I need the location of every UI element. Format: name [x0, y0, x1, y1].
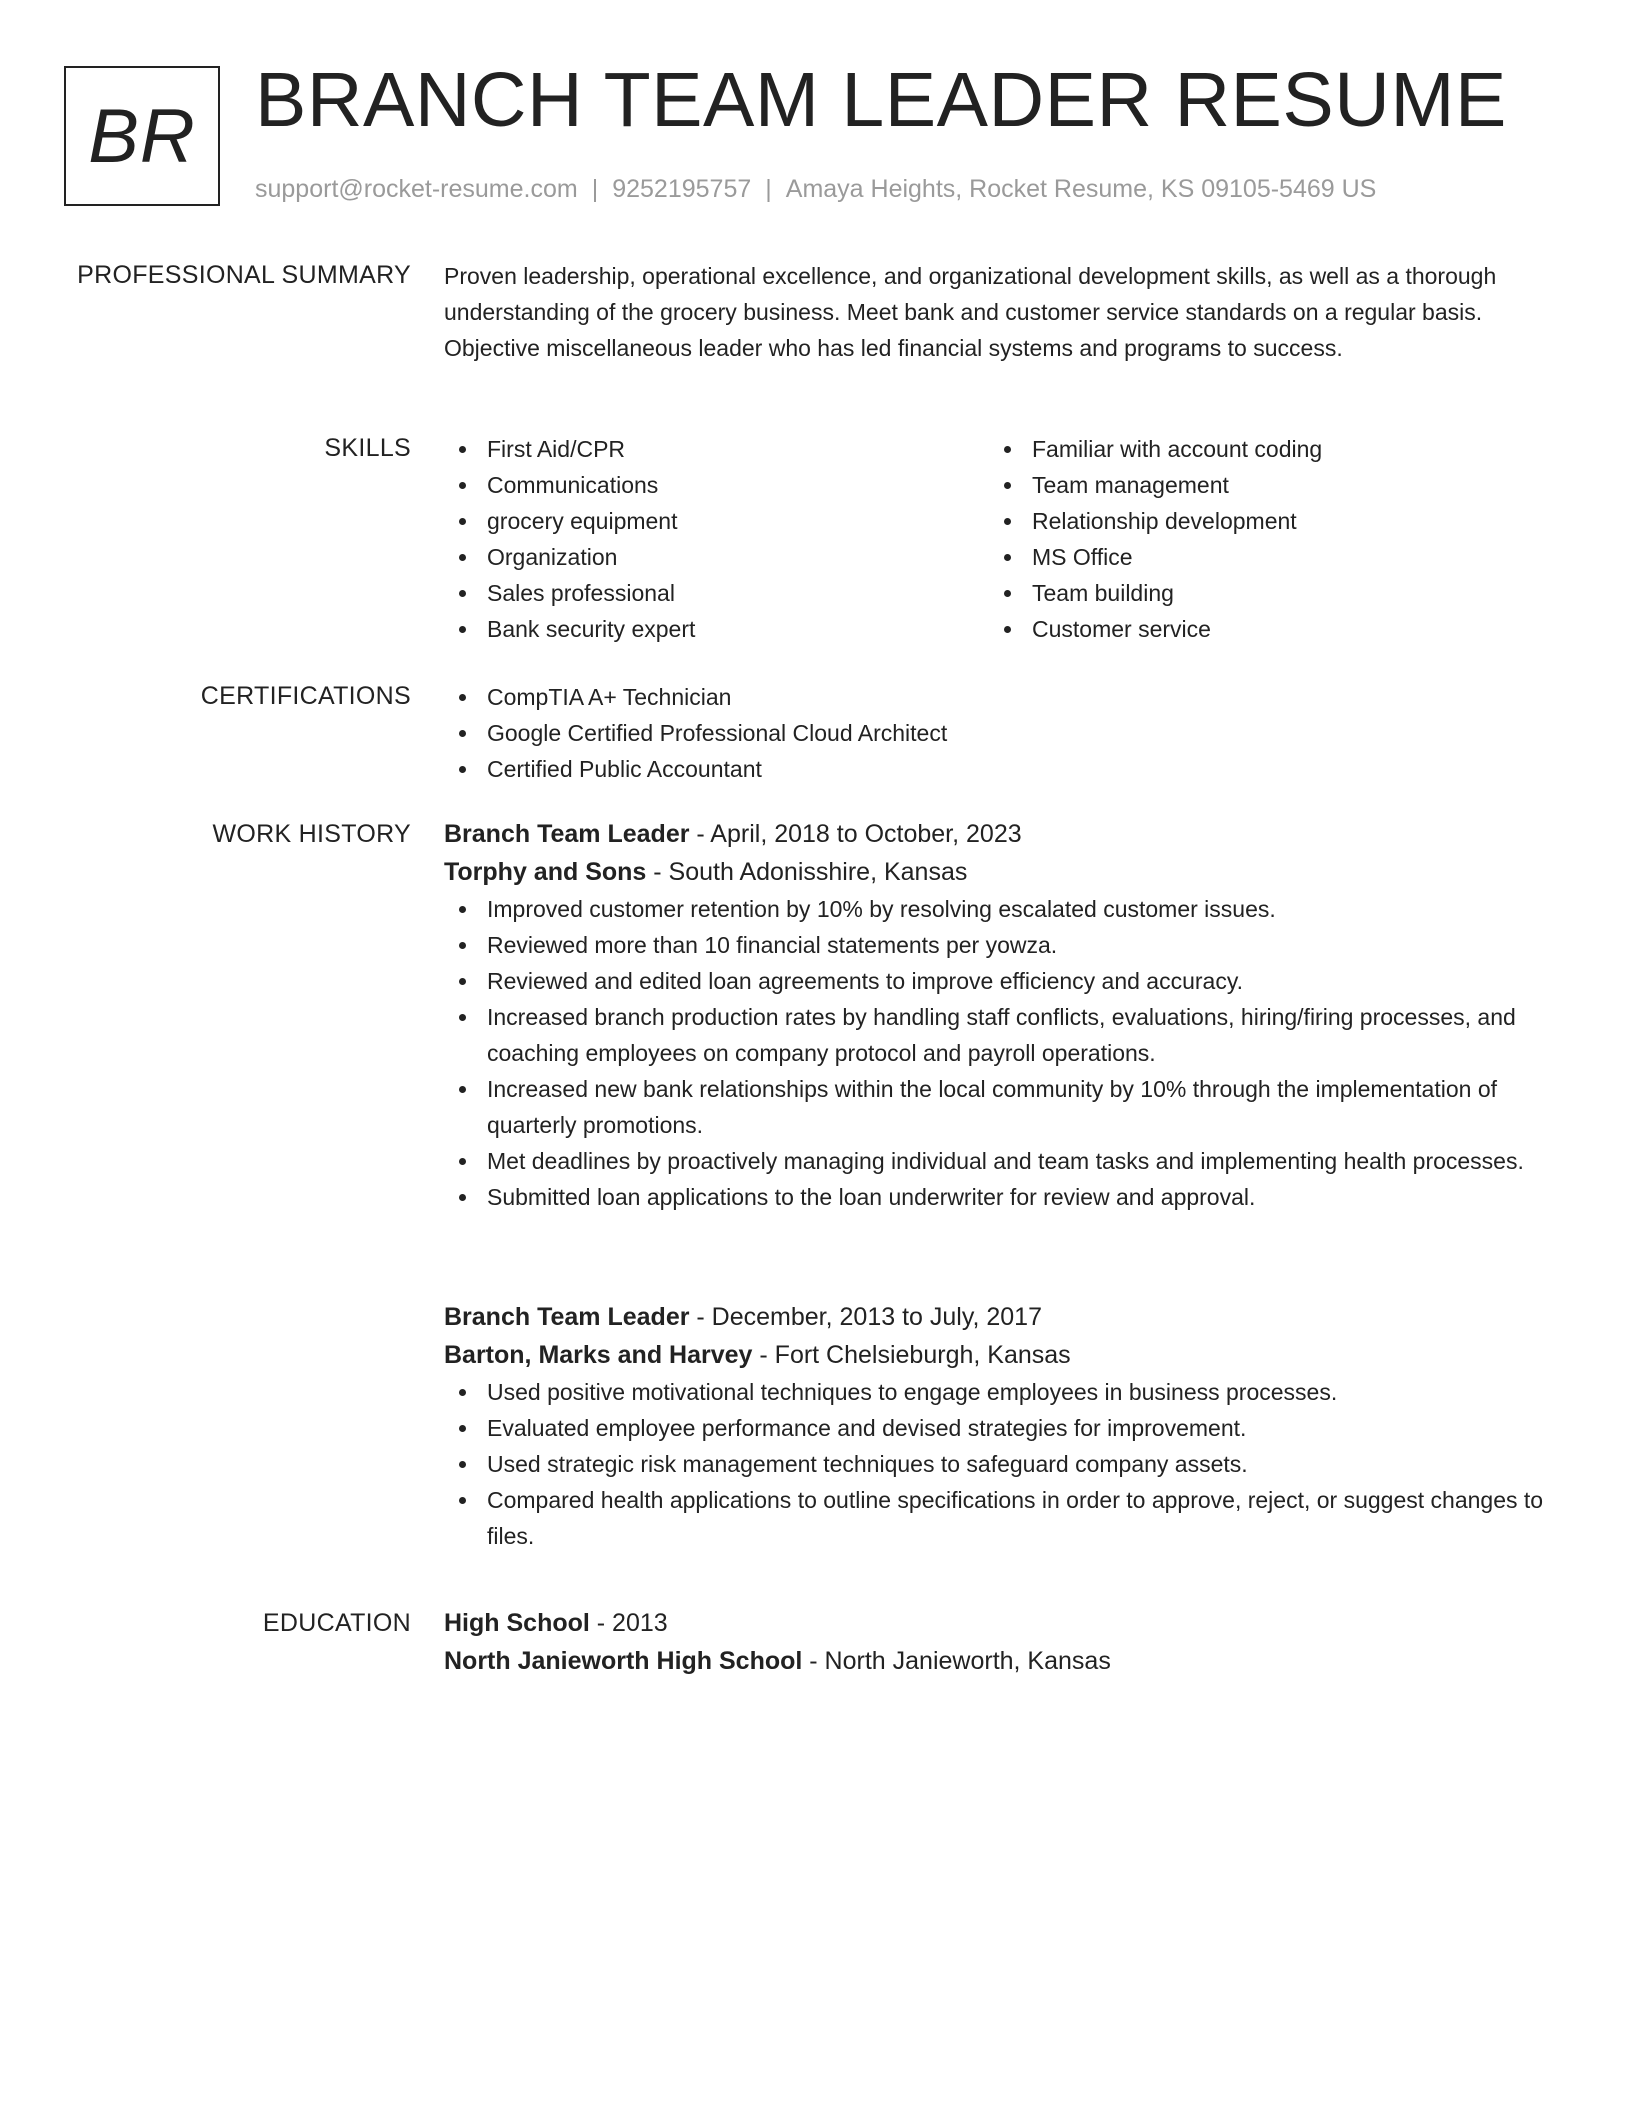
list-item: CompTIA A+ Technician [444, 679, 1554, 715]
list-item: Google Certified Professional Cloud Architect [444, 715, 1554, 751]
job-company-line [444, 1336, 1554, 1374]
education-degree: High School [444, 1609, 590, 1637]
work-history-body [444, 815, 1554, 1215]
summary-text: Proven leadership, operational excellence, and organizational development skills, as well as a thorough understanding of the grocery business. Meet bank and customer service standards on a regular basis. Objective miscellaneous leader who has led financial systems and programs to success. [444, 263, 1497, 361]
list-item: Organization [444, 539, 989, 575]
list-item: Reviewed and edited loan agreements to improve efficiency and accuracy. [444, 963, 1554, 999]
certifications-body [444, 679, 1554, 787]
list-item: Team building [989, 575, 1534, 611]
job-dates: - December, 2013 to July, 2017 [689, 1303, 1042, 1331]
job-location: - Fort Chelsieburgh, Kansas [752, 1341, 1071, 1369]
summary-heading: PROFESSIONAL SUMMARY [77, 261, 411, 289]
list-item: Evaluated employee performance and devised strategies for improvement. [444, 1410, 1554, 1446]
list-item: Compared health applications to outline specifications in order to approve, reject, or suggest changes to files. [444, 1482, 1554, 1554]
contact-separator: | [591, 175, 599, 203]
contact-separator: | [765, 175, 772, 203]
job-company: Torphy and Sons [444, 858, 647, 886]
job-location: - South Adonisshire, Kansas [646, 858, 968, 886]
education-degree-line [444, 1604, 1554, 1642]
list-item: Met deadlines by proactively managing individual and team tasks and implementing health processes. [444, 1143, 1554, 1179]
job-company: Barton, Marks and Harvey [444, 1341, 753, 1369]
education-school-line [444, 1642, 1554, 1680]
education-school: North Janieworth High School [444, 1647, 803, 1675]
job-entry [444, 1298, 1554, 1554]
certifications-list [444, 679, 1554, 787]
job-bullet-list [444, 1374, 1554, 1554]
job-bullet-list [444, 891, 1554, 1215]
list-item: First Aid/CPR [444, 431, 989, 467]
job-title-line [444, 815, 1554, 853]
list-item: Increased new bank relationships within the local community by 10% through the implementation of quarterly promotions. [444, 1071, 1554, 1143]
skills-body [444, 431, 1554, 647]
list-item: MS Office [989, 539, 1534, 575]
list-item: Used strategic risk management techniques to safeguard company assets. [444, 1446, 1554, 1482]
list-item: Improved customer retention by 10% by resolving escalated customer issues. [444, 891, 1554, 927]
list-item: Reviewed more than 10 financial statements per yowza. [444, 927, 1554, 963]
job-dates: - April, 2018 to October, 2023 [689, 820, 1022, 848]
job-company-line [444, 853, 1554, 891]
list-item: Communications [444, 467, 989, 503]
list-item: Certified Public Accountant [444, 751, 1554, 787]
education-body [444, 1604, 1554, 1680]
job-title: Branch Team Leader [444, 1303, 690, 1331]
monogram-logo [64, 66, 220, 206]
work-history-heading: WORK HISTORY [212, 820, 411, 848]
contact-email[interactable]: support@rocket-resume.com [255, 175, 578, 203]
contact-line [255, 172, 1376, 206]
list-item: Team management [989, 467, 1534, 503]
list-item: Customer service [989, 611, 1534, 647]
skills-heading: SKILLS [324, 434, 411, 462]
education-location: - North Janieworth, Kansas [802, 1647, 1111, 1675]
list-item: Sales professional [444, 575, 989, 611]
summary-body [444, 258, 1554, 366]
skills-list-right [989, 431, 1534, 647]
list-item: Used positive motivational techniques to engage employees in business processes. [444, 1374, 1554, 1410]
list-item: Familiar with account coding [989, 431, 1534, 467]
certifications-heading: CERTIFICATIONS [200, 682, 411, 710]
list-item: Bank security expert [444, 611, 989, 647]
education-year: - 2013 [589, 1609, 668, 1637]
list-item: grocery equipment [444, 503, 989, 539]
job-title: Branch Team Leader [444, 820, 690, 848]
job-entry [444, 815, 1554, 1215]
job-title-line [444, 1298, 1554, 1336]
monogram-text: BR [88, 93, 196, 179]
list-item: Submitted loan applications to the loan underwriter for review and approval. [444, 1179, 1554, 1215]
education-heading: EDUCATION [262, 1609, 411, 1637]
contact-address: Amaya Heights, Rocket Resume, KS 09105-5469 US [785, 175, 1377, 203]
contact-phone[interactable]: 9252195757 [612, 175, 752, 203]
list-item: Increased branch production rates by handling staff conflicts, evaluations, hiring/firing processes, and coaching employees on company protocol and payroll operations. [444, 999, 1554, 1071]
resume-title: BRANCH TEAM LEADER RESUME [255, 57, 1507, 143]
list-item: Relationship development [989, 503, 1534, 539]
skills-list-left [444, 431, 989, 647]
